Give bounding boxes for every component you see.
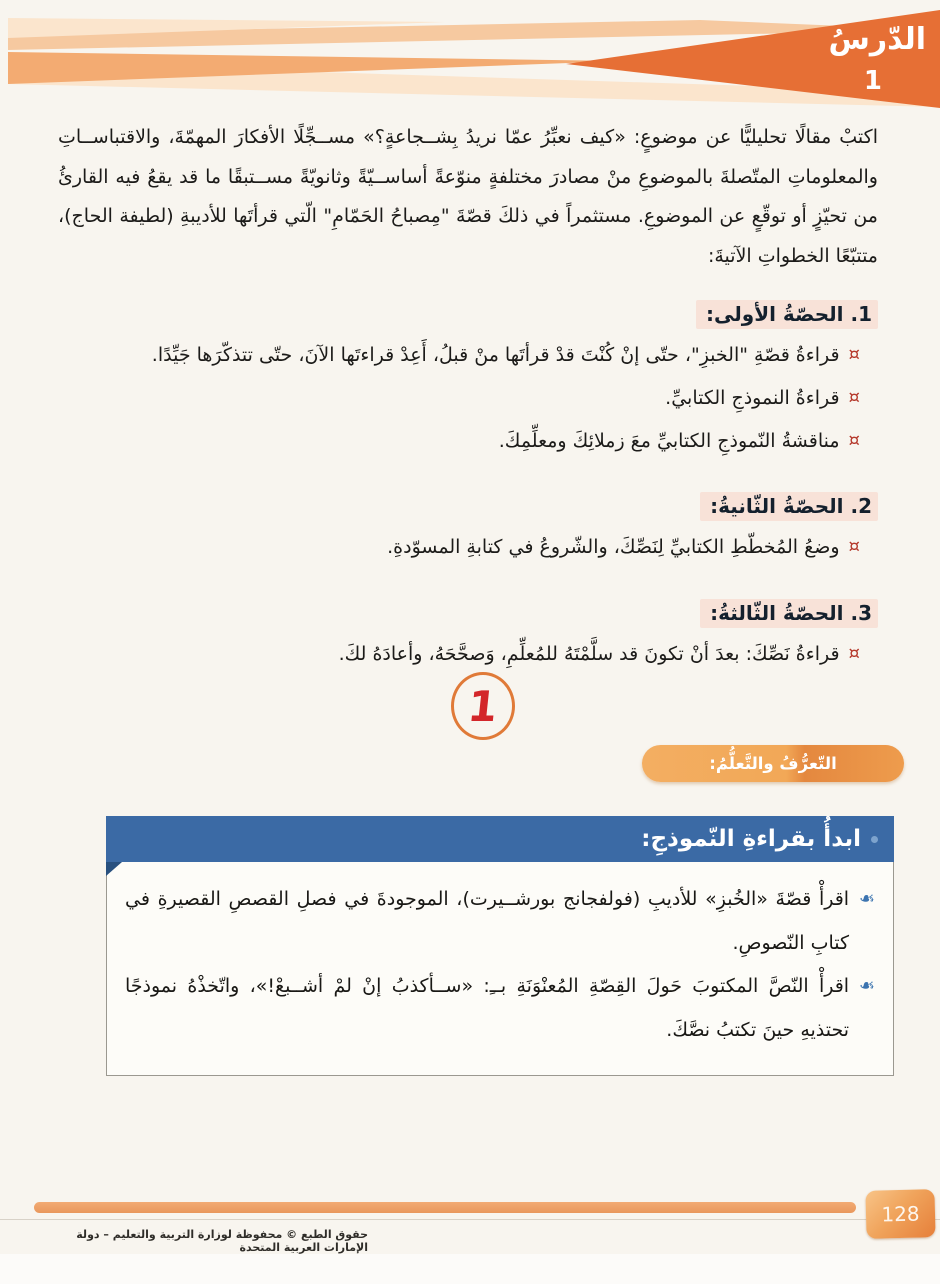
- diamond-bullet-icon: ¤: [848, 643, 860, 665]
- list-item-text: اقرأْ قصّةَ «الخُبزِ» للأديبِ (فولفجانج بورشــيرت)، الموجودةَ في فصلِ القصصِ القصيرةِ في كتابِ النّصوصِ.: [125, 888, 850, 954]
- list-item: [58, 421, 860, 462]
- list-item: [125, 965, 875, 1052]
- list-item: [58, 335, 860, 376]
- dot-icon: [871, 836, 878, 843]
- list-item-text: وضعُ المُخطّطِ الكتابيِّ لِنَصِّكَ، والشّروعُ في كتابةِ المسوّدةِ.: [387, 535, 840, 558]
- diamond-bullet-icon: ¤: [848, 429, 860, 451]
- page-header: [0, 4, 940, 114]
- diamond-bullet-icon: ¤: [848, 344, 860, 366]
- section-title-3: 3. الحصّةُ الثّالثةُ:: [700, 599, 878, 628]
- section-title-2: 2. الحصّةُ الثّانيةُ:: [700, 492, 878, 521]
- leaf-bullet-icon: ❧: [859, 975, 875, 998]
- section-period-2: [58, 492, 878, 568]
- header-ribbons-graphic: [0, 4, 940, 114]
- list-item-text: قراءةُ النموذجِ الكتابيِّ.: [665, 386, 840, 409]
- list-item: [125, 878, 875, 965]
- section-period-3: [58, 599, 878, 675]
- diamond-bullet-icon: ¤: [848, 386, 860, 408]
- bottom-divider: [0, 1219, 940, 1220]
- main-content: [58, 118, 878, 677]
- phase-badge-label: التّعرُّفُ والتَّعلُّمُ:: [709, 754, 837, 773]
- bottom-orange-bar: [34, 1202, 856, 1213]
- section-period-1: [58, 300, 878, 462]
- phase-badge: [642, 745, 904, 782]
- page-number: 128: [881, 1201, 920, 1227]
- model-box-title: ابدأُ بقراءةِ النّموذجِ:: [641, 826, 861, 852]
- list-item-text: اقرأْ النّصَّ المكتوبَ حَولَ القِصّةِ المُعنْوَنَةِ بــِ: «ســأكذبُ إنْ لمْ أشــبعْ!»، واتّخذْهُ نموذجًا تحتذيهِ حينَ تكتبُ نصَّكَ.: [125, 975, 850, 1042]
- model-box-header: [106, 816, 894, 862]
- list-item: [58, 527, 860, 568]
- lesson-number: 1: [863, 66, 882, 96]
- page-number-badge: [865, 1189, 935, 1239]
- list-item-text: قراءةُ قصّةِ "الخبزِ"، حتّى إنْ كُنْتَ قدْ قرأتَها منْ قبلُ، أَعِدْ قراءتَها الآنَ، حتّى تتذكّرَها جَيِّدًا.: [151, 344, 840, 367]
- step-number-circle: [451, 672, 515, 740]
- scan-bottom-strip: [0, 1254, 940, 1284]
- intro-paragraph: اكتبْ مقالًا تحليليًّا عن موضوعٍ: «كيف نعبِّرُ عمّا نريدُ بِشــجاعةٍ؟» مســجِّلًا الأفكارَ المهمّةَ، والاقتباســاتِ والمعلوماتِ المتّصلةَ بالموضوعِ منْ مصادرَ مختلفةٍ منوّعةً أساســيّةً وثانويّةً مســتبقًا ما قد يقعُ فيه القارئُ من تحيّزٍ أو توقّعٍ عن الموضوعِ. مستثمراً في ذلكَ قصّةَ "مِصباحُ الحَمّامِ" الّتي قرأتَها للأديبةِ (لطيفة الحاج)، متتبّعًا الخطواتِ الآتيةَ:: [58, 126, 878, 267]
- list-item-text: قراءةُ نَصِّكَ: بعدَ أنْ تكونَ قد سلَّمْتَهُ للمُعلِّمِ، وَصحَّحَهُ، وأعادَهُ لكَ.: [338, 643, 840, 666]
- diamond-bullet-icon: ¤: [848, 535, 860, 557]
- list-item: [58, 378, 860, 419]
- list-item-text: مناقشةُ النّموذجِ الكتابيِّ معَ زملائِكَ ومعلِّمِكَ.: [498, 429, 840, 452]
- model-reading-box: [106, 816, 894, 1076]
- list-item: [58, 634, 860, 675]
- leaf-bullet-icon: ❧: [859, 888, 875, 910]
- section-title-1: 1. الحصّةُ الأولى:: [696, 300, 878, 329]
- model-box-body: [106, 862, 894, 1076]
- copyright-footer: حقوق الطبع © محفوظة لوزارة التربية والتعليم – دولة الإمارات العربية المتحدة: [76, 1228, 368, 1254]
- lesson-label: الدّرسُ: [828, 22, 926, 57]
- step-number: 1: [465, 681, 501, 731]
